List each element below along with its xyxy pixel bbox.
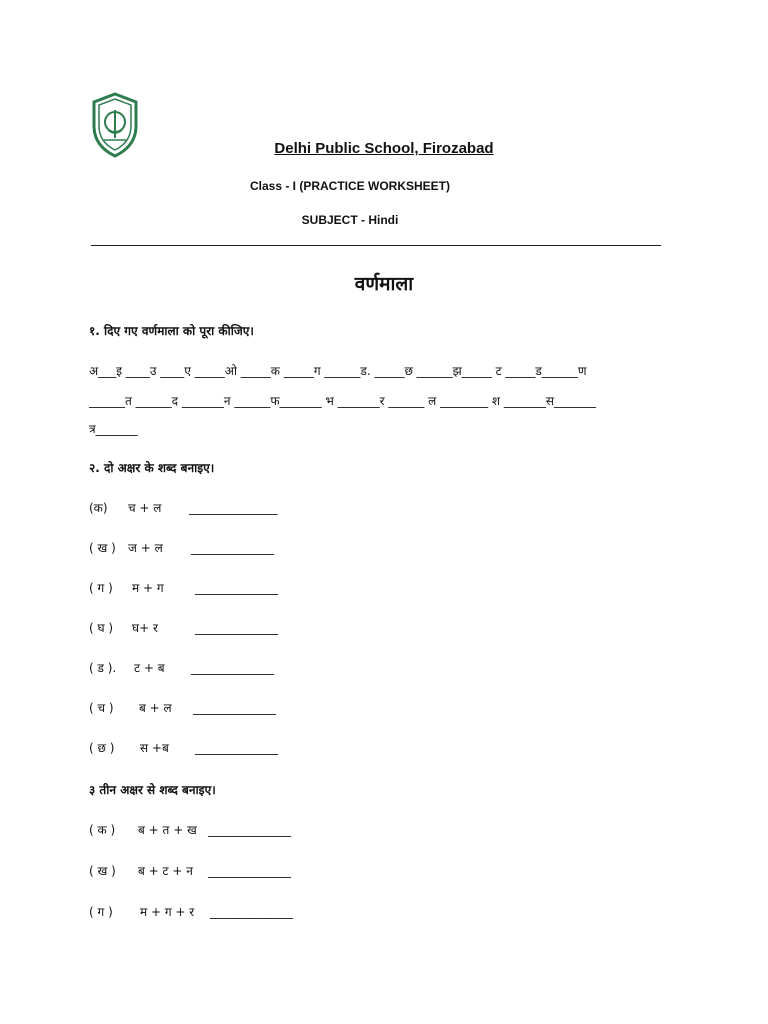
q2-item-expression: म + ग [132,581,164,595]
q2-answer-blank: _______________ [191,541,274,555]
q3-answer-blank: _______________ [208,823,291,837]
q2-item-label: ( छ ) [89,741,115,755]
q2-item-label: ( ड ). [89,661,117,675]
q2-item-label: ( ख ) [89,541,116,555]
q2-item-expression: घ+ र [132,621,158,635]
q2-answer-blank: _______________ [195,741,278,755]
school-name: Delhi Public School, Firozabad [274,140,494,157]
q3-item-expression: म + ग + र [140,905,195,919]
q2-answer-blank: _______________ [195,621,278,635]
q2-item-expression: ट + ब [134,661,165,675]
q2-item-label: ( ग ) [89,581,113,595]
q2-answer-blank: _______________ [191,661,274,675]
q3-answer-blank: _______________ [210,905,293,919]
q3-item-expression: ब + ट + न [138,864,193,878]
q2-item-expression: स +ब [140,741,169,755]
q3-answer-blank: _______________ [208,864,291,878]
q3-item-label: ( ग ) [89,905,113,919]
subject-line: SUBJECT - Hindi [301,213,399,227]
class-line: Class - I (PRACTICE WORKSHEET) [249,179,450,193]
q3-item-label: ( क ) [89,823,116,837]
question-1-heading: १. दिए गए वर्णमाला को पूरा कीजिए। [89,324,254,338]
question-2-heading: २. दो अक्षर के शब्द बनाइए। [89,461,215,475]
q2-answer-blank: ________________ [189,501,277,515]
varnamala-line-2: ______त ______द _______न ______फ_______ भ _______र ______ ल ________ श _______स_______ [89,394,597,408]
q2-item-expression: ज + ल [128,541,163,555]
q2-item-expression: च + ल [128,501,162,515]
varnamala-line-3: त्र_______ [89,422,138,436]
q2-item-expression: ब + ल [139,701,172,715]
page-title: वर्णमाला [354,273,414,295]
header-divider [91,245,661,246]
q3-item-label: ( ख ) [89,864,116,878]
q2-item-label: ( च ) [89,701,114,715]
q2-answer-blank: _______________ [193,701,276,715]
q3-item-expression: ब + त + ख [138,823,197,837]
varnamala-line-1: अ___इ ____उ ____ए _____ओ _____क _____ग ______ड. _____छ ______झ_____ ट _____ड______ण [89,364,587,378]
q2-answer-blank: _______________ [195,581,278,595]
q2-item-label: (क) [89,501,108,515]
question-3-heading: ३ तीन अक्षर से शब्द बनाइए। [89,783,216,797]
q2-item-label: ( घ ) [89,621,114,635]
